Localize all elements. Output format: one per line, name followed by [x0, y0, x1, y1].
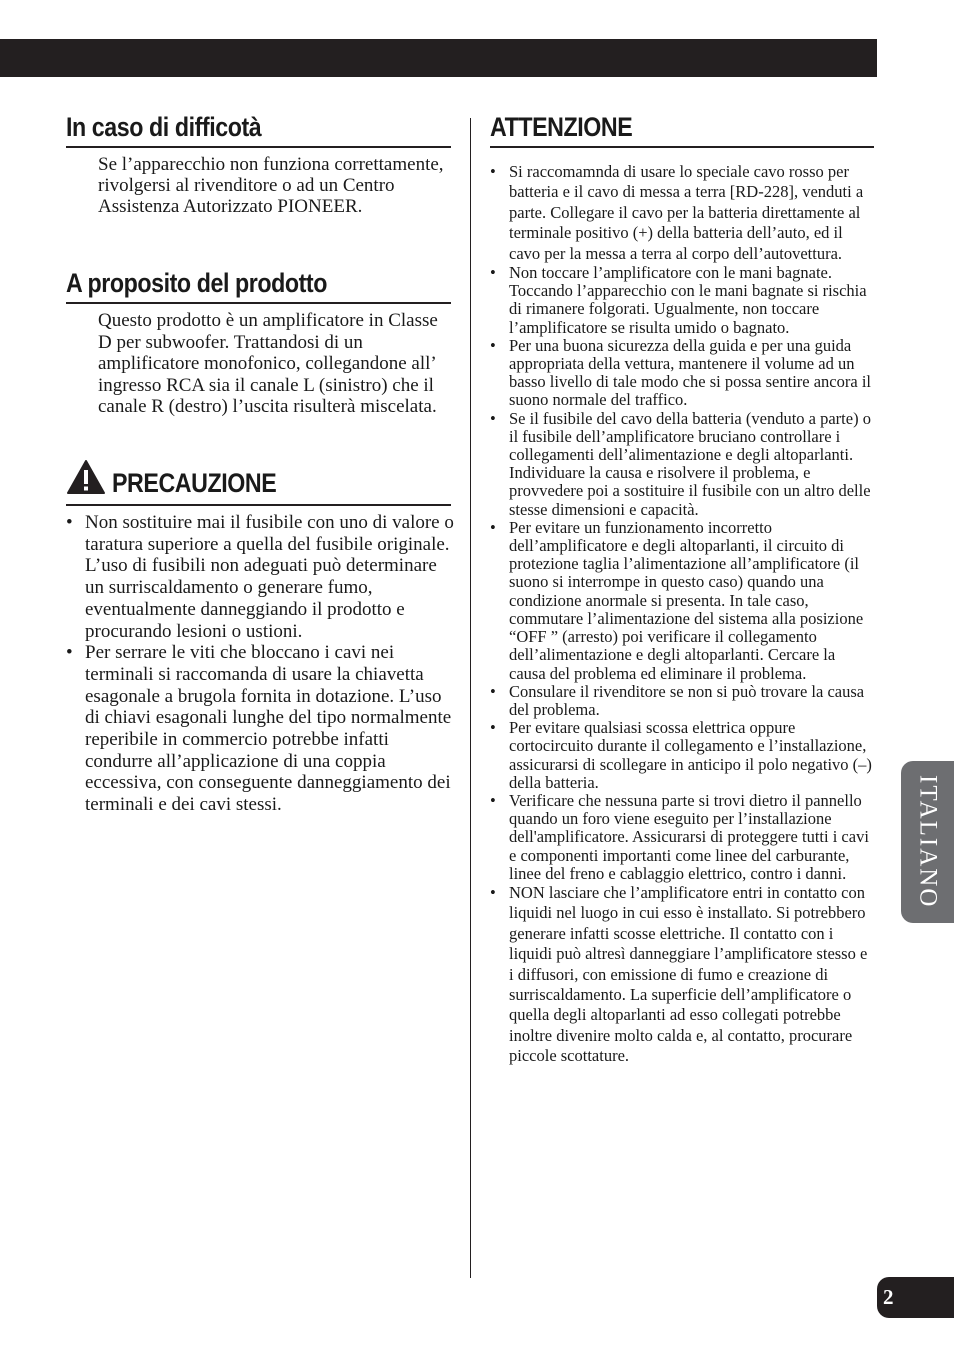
list-item: • Verificare che nessuna parte si trovi dietro il pannello quando un foro viene eseguito per l’installazione dell'amplificatore. Assicurarsi di proteggere tutti i cavi e componenti importanti come linee del carburante, linee del freno e cablaggio elettrico, contro i danni.	[490, 792, 875, 883]
section-rule	[66, 146, 451, 148]
list-item: • Consulare il rivenditore se non si può trovare la causa del problema.	[490, 683, 875, 719]
list-item: • Per evitare qualsiasi scossa elettrica oppure cortocircuito durante il collegamento e l’installazione, assicurarsi di scollegare in anticipo il polo negativo (–) della batteria.	[490, 719, 875, 792]
section-body-difficulty: Se l’apparecchio non funziona correttamente, rivolgersi al rivenditore o ad un Centro Assistenza Autorizzato PIONEER.	[98, 154, 444, 217]
section-rule	[490, 146, 874, 148]
language-tab-label: ITALIANO	[914, 775, 942, 909]
page-number: 2	[883, 1285, 894, 1309]
section-title-attention: ATTENZIONE	[490, 112, 633, 142]
list-item: • Per una buona sicurezza della guida e per una guida appropriata della vettura, mantenere il volume ad un basso livello di tale modo che si possa sentire ancora il suono normale del traffico.	[490, 337, 875, 410]
warning-triangle-icon	[66, 459, 106, 495]
section-body-product: Questo prodotto è un amplificatore in Classe D per subwoofer. Trattandosi di un amplificatore monofonico, collegandone all’ ingresso RCA sia il canale L (sinistro) che il canale R (destro) l’uscita risulterà miscelata.	[98, 310, 438, 418]
section-title-difficulty: In caso di difficotà	[66, 112, 262, 142]
list-item: • Se il fusibile del cavo della batteria (venduto a parte) o il fusibile dell’amplificatore bruciano controllare i collegamenti dell’alimentazione e degli altoparlanti. Individuare la causa e risolvere il problema, e provvedere poi a sostituire il fusibile con un altro delle stesse dimensioni e capacità.	[490, 410, 875, 519]
list-item: • Per serrare le viti che bloccano i cavi nei terminali si raccomanda di usare la chiavetta esagonale a brugola fornita in dotazione. L’uso di chiavi esagonali lunghe del tipo normalmente reperibile in commercio potrebbe infatti condurre all’applicazione di una coppia eccessiva, con conseguente danneggiamento dei terminali e dei cavi stessi.	[66, 642, 456, 816]
list-item: • Non toccare l’amplificatore con le mani bagnate. Toccando l’apparecchio con le mani bagnate si rischia di rimanere folgorati. Ugualmente, non toccare l’amplificatore se risulta umido o bagnato.	[490, 264, 875, 337]
caution-list	[66, 512, 456, 816]
list-item: • Si raccomamnda di usare lo speciale cavo rosso per batteria e il cavo di messa a terra [RD-228], venduti a parte. Collegare il cavo per la batteria direttamente al terminale positivo (+) della batteria dell’auto, ed il cavo per la messa a terra al corpo dell’autovettura.	[490, 162, 875, 264]
header-bar	[0, 39, 877, 77]
section-rule	[66, 302, 451, 304]
section-title-product: A proposito del prodotto	[66, 268, 327, 298]
list-item: • NON lasciare che l’amplificatore entri in contatto con liquidi nel luogo in cui esso è installato. Si potrebbero generare infatti scosse elettriche. Il contatto con i liquidi può altresì danneggiare l’amplificatore stesso e i diffusori, con emissione di fumo e creazione di surriscaldamento. La superficie dell’amplificatore o quella degli altoparlanti ad esso collegati potrebbe inoltre divenire molto calda e, al contatto, procurare piccole scottature.	[490, 883, 875, 1067]
language-tab	[901, 761, 954, 923]
list-item: • Per evitare un funzionamento incorretto dell’amplificatore e degli altoparlanti, il circuito di protezione taglia l’alimentazione all’amplificatore (il suono si interrompe in questo caso) quando una condizione anormale si presenta. In tale caso, commutare l’alimentazione del sistema alla posizione “OFF ” (arresto) poi verificare il collegamento dell’alimentazione e degli altoparlanti. Cercare la causa del problema ed eliminare il problema.	[490, 519, 875, 683]
page-number-box	[877, 1277, 954, 1318]
column-divider	[470, 118, 471, 1278]
attention-list	[490, 162, 875, 1067]
section-rule	[66, 504, 451, 506]
section-title-caution: PRECAUZIONE	[112, 468, 277, 498]
list-item: • Non sostituire mai il fusibile con uno di valore o taratura superiore a quella del fusibile originale. L’uso di fusibili non adeguati può determinare un surriscaldamento o generare fumo, eventualmente danneggiando il prodotto e procurando lesioni o ustioni.	[66, 512, 456, 642]
